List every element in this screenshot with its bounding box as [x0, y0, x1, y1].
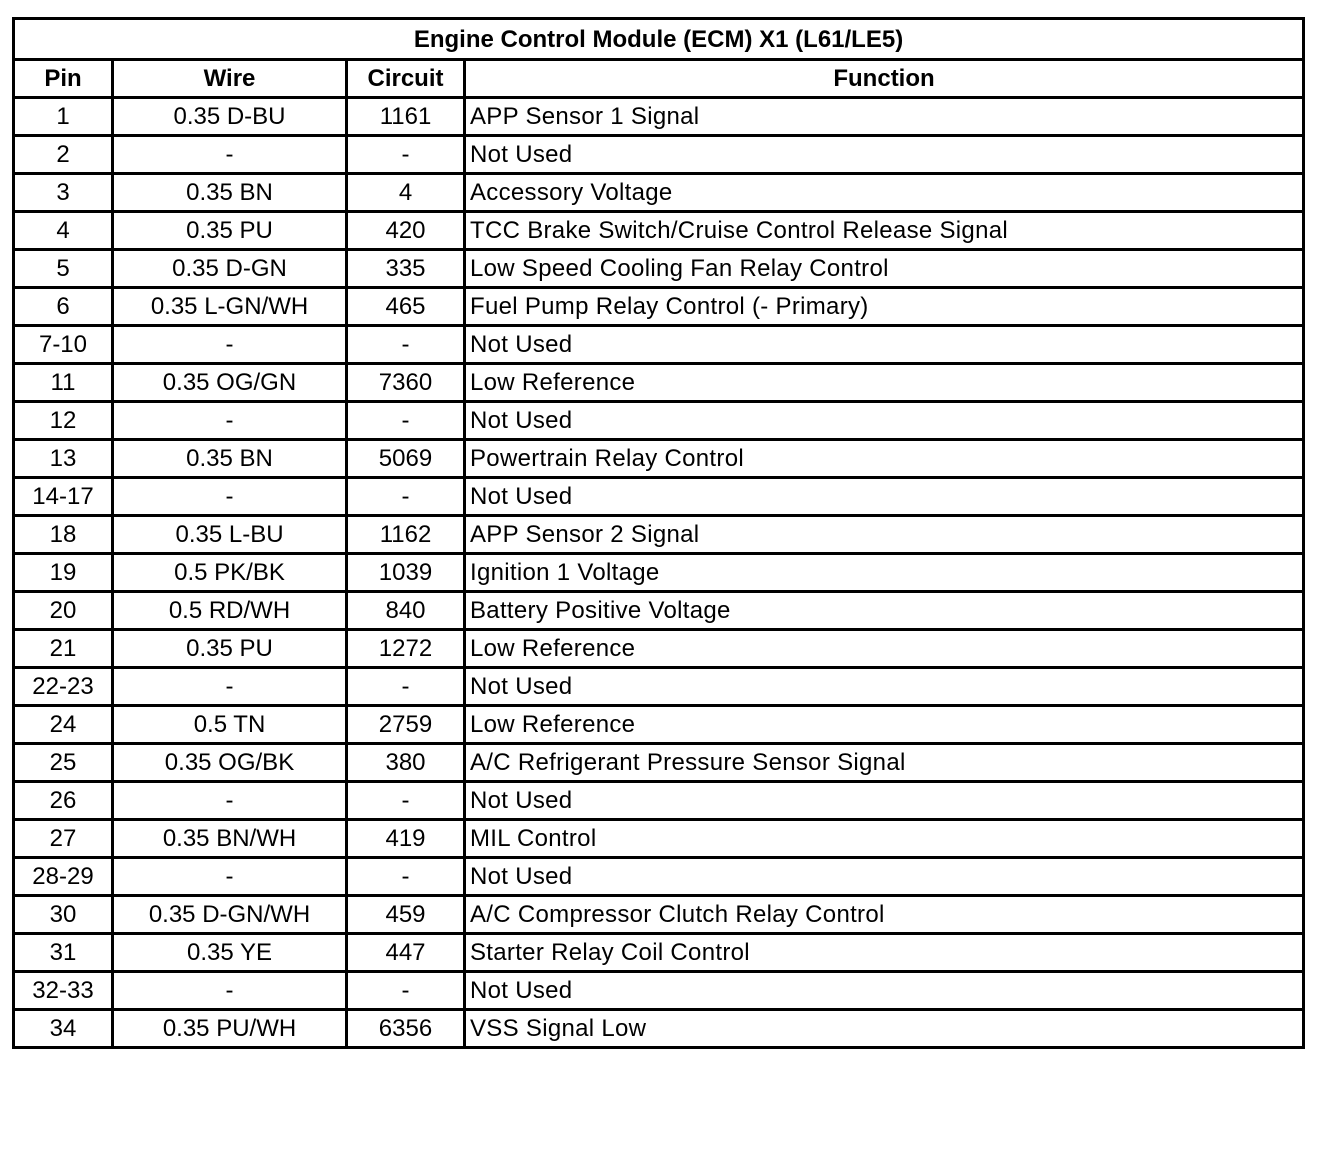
pin-header: Pin	[14, 60, 113, 98]
wire-cell: 0.35 PU	[113, 630, 347, 668]
pin-cell: 5	[14, 250, 113, 288]
function-cell: Not Used	[465, 136, 1304, 174]
function-cell: Not Used	[465, 668, 1304, 706]
table-row	[14, 554, 1304, 592]
wire-cell: -	[113, 478, 347, 516]
pin-cell: 6	[14, 288, 113, 326]
wire-cell: 0.35 BN	[113, 174, 347, 212]
circuit-header: Circuit	[347, 60, 465, 98]
function-cell: Low Reference	[465, 630, 1304, 668]
pin-cell: 18	[14, 516, 113, 554]
wire-cell: -	[113, 668, 347, 706]
function-cell: Fuel Pump Relay Control (- Primary)	[465, 288, 1304, 326]
wire-cell: 0.35 OG/BK	[113, 744, 347, 782]
pin-cell: 11	[14, 364, 113, 402]
function-cell: Not Used	[465, 402, 1304, 440]
table-row	[14, 516, 1304, 554]
function-cell: Ignition 1 Voltage	[465, 554, 1304, 592]
function-cell: APP Sensor 1 Signal	[465, 98, 1304, 136]
circuit-cell: -	[347, 782, 465, 820]
circuit-cell: 2759	[347, 706, 465, 744]
circuit-cell: 1161	[347, 98, 465, 136]
circuit-cell: 1039	[347, 554, 465, 592]
circuit-cell: 459	[347, 896, 465, 934]
circuit-cell: -	[347, 972, 465, 1010]
pin-cell: 7-10	[14, 326, 113, 364]
circuit-cell: 420	[347, 212, 465, 250]
wire-cell: 0.35 D-BU	[113, 98, 347, 136]
title-row	[14, 19, 1304, 60]
function-cell: Starter Relay Coil Control	[465, 934, 1304, 972]
pin-cell: 2	[14, 136, 113, 174]
table-row	[14, 212, 1304, 250]
pinout-table	[12, 17, 1305, 1049]
circuit-cell: -	[347, 668, 465, 706]
pin-cell: 31	[14, 934, 113, 972]
wire-cell: -	[113, 972, 347, 1010]
function-cell: Accessory Voltage	[465, 174, 1304, 212]
pin-cell: 22-23	[14, 668, 113, 706]
circuit-cell: -	[347, 326, 465, 364]
function-cell: Not Used	[465, 782, 1304, 820]
wire-cell: 0.35 L-GN/WH	[113, 288, 347, 326]
pin-cell: 3	[14, 174, 113, 212]
wire-cell: 0.35 L-BU	[113, 516, 347, 554]
circuit-cell: -	[347, 478, 465, 516]
pin-cell: 1	[14, 98, 113, 136]
circuit-cell: 335	[347, 250, 465, 288]
function-cell: APP Sensor 2 Signal	[465, 516, 1304, 554]
function-cell: Not Used	[465, 478, 1304, 516]
table-row	[14, 440, 1304, 478]
circuit-cell: 840	[347, 592, 465, 630]
function-cell: Not Used	[465, 858, 1304, 896]
circuit-cell: 419	[347, 820, 465, 858]
function-cell: Low Speed Cooling Fan Relay Control	[465, 250, 1304, 288]
wire-header: Wire	[113, 60, 347, 98]
pin-cell: 30	[14, 896, 113, 934]
pin-cell: 25	[14, 744, 113, 782]
table-row	[14, 98, 1304, 136]
pin-cell: 26	[14, 782, 113, 820]
wire-cell: -	[113, 326, 347, 364]
function-header: Function	[465, 60, 1304, 98]
table-row	[14, 478, 1304, 516]
table-row	[14, 668, 1304, 706]
table-row	[14, 592, 1304, 630]
wire-cell: 0.35 OG/GN	[113, 364, 347, 402]
table-row	[14, 630, 1304, 668]
table-row	[14, 364, 1304, 402]
wire-cell: -	[113, 402, 347, 440]
wire-cell: 0.35 D-GN	[113, 250, 347, 288]
circuit-cell: 1272	[347, 630, 465, 668]
circuit-cell: 7360	[347, 364, 465, 402]
function-cell: Low Reference	[465, 364, 1304, 402]
wire-cell: -	[113, 782, 347, 820]
pin-cell: 28-29	[14, 858, 113, 896]
connector-pinout	[12, 17, 1302, 1049]
wire-cell: -	[113, 136, 347, 174]
wire-cell: 0.35 BN	[113, 440, 347, 478]
table-row	[14, 896, 1304, 934]
wire-cell: 0.35 YE	[113, 934, 347, 972]
pin-cell: 32-33	[14, 972, 113, 1010]
pin-cell: 34	[14, 1010, 113, 1048]
circuit-cell: 447	[347, 934, 465, 972]
function-cell: A/C Refrigerant Pressure Sensor Signal	[465, 744, 1304, 782]
pin-cell: 14-17	[14, 478, 113, 516]
function-cell: Not Used	[465, 326, 1304, 364]
table-row	[14, 1010, 1304, 1048]
table-row	[14, 820, 1304, 858]
function-cell: MIL Control	[465, 820, 1304, 858]
table-row	[14, 744, 1304, 782]
table-row	[14, 136, 1304, 174]
pin-cell: 12	[14, 402, 113, 440]
circuit-cell: 1162	[347, 516, 465, 554]
table-row	[14, 782, 1304, 820]
pin-cell: 20	[14, 592, 113, 630]
table-row	[14, 972, 1304, 1010]
function-cell: Low Reference	[465, 706, 1304, 744]
circuit-cell: 465	[347, 288, 465, 326]
pin-cell: 4	[14, 212, 113, 250]
pin-cell: 24	[14, 706, 113, 744]
wire-cell: 0.35 PU/WH	[113, 1010, 347, 1048]
wire-cell: -	[113, 858, 347, 896]
wire-cell: 0.5 PK/BK	[113, 554, 347, 592]
circuit-cell: -	[347, 858, 465, 896]
pin-rows	[14, 98, 1304, 1048]
pin-cell: 13	[14, 440, 113, 478]
table-row	[14, 174, 1304, 212]
circuit-cell: 6356	[347, 1010, 465, 1048]
function-cell: TCC Brake Switch/Cruise Control Release Signal	[465, 212, 1304, 250]
circuit-cell: 4	[347, 174, 465, 212]
circuit-cell: 5069	[347, 440, 465, 478]
circuit-cell: -	[347, 402, 465, 440]
wire-cell: 0.35 BN/WH	[113, 820, 347, 858]
table-row	[14, 250, 1304, 288]
pin-cell: 27	[14, 820, 113, 858]
wire-cell: 0.35 D-GN/WH	[113, 896, 347, 934]
table-row	[14, 288, 1304, 326]
table-row	[14, 326, 1304, 364]
wire-cell: 0.5 TN	[113, 706, 347, 744]
table-row	[14, 706, 1304, 744]
function-cell: A/C Compressor Clutch Relay Control	[465, 896, 1304, 934]
circuit-cell: 380	[347, 744, 465, 782]
table-row	[14, 934, 1304, 972]
table-row	[14, 402, 1304, 440]
function-cell: Not Used	[465, 972, 1304, 1010]
table-row	[14, 858, 1304, 896]
wire-cell: 0.5 RD/WH	[113, 592, 347, 630]
function-cell: Powertrain Relay Control	[465, 440, 1304, 478]
function-cell: VSS Signal Low	[465, 1010, 1304, 1048]
header-row	[14, 60, 1304, 98]
pin-cell: 19	[14, 554, 113, 592]
pin-cell: 21	[14, 630, 113, 668]
function-cell: Battery Positive Voltage	[465, 592, 1304, 630]
table-title: Engine Control Module (ECM) X1 (L61/LE5)	[14, 19, 1304, 60]
wire-cell: 0.35 PU	[113, 212, 347, 250]
circuit-cell: -	[347, 136, 465, 174]
